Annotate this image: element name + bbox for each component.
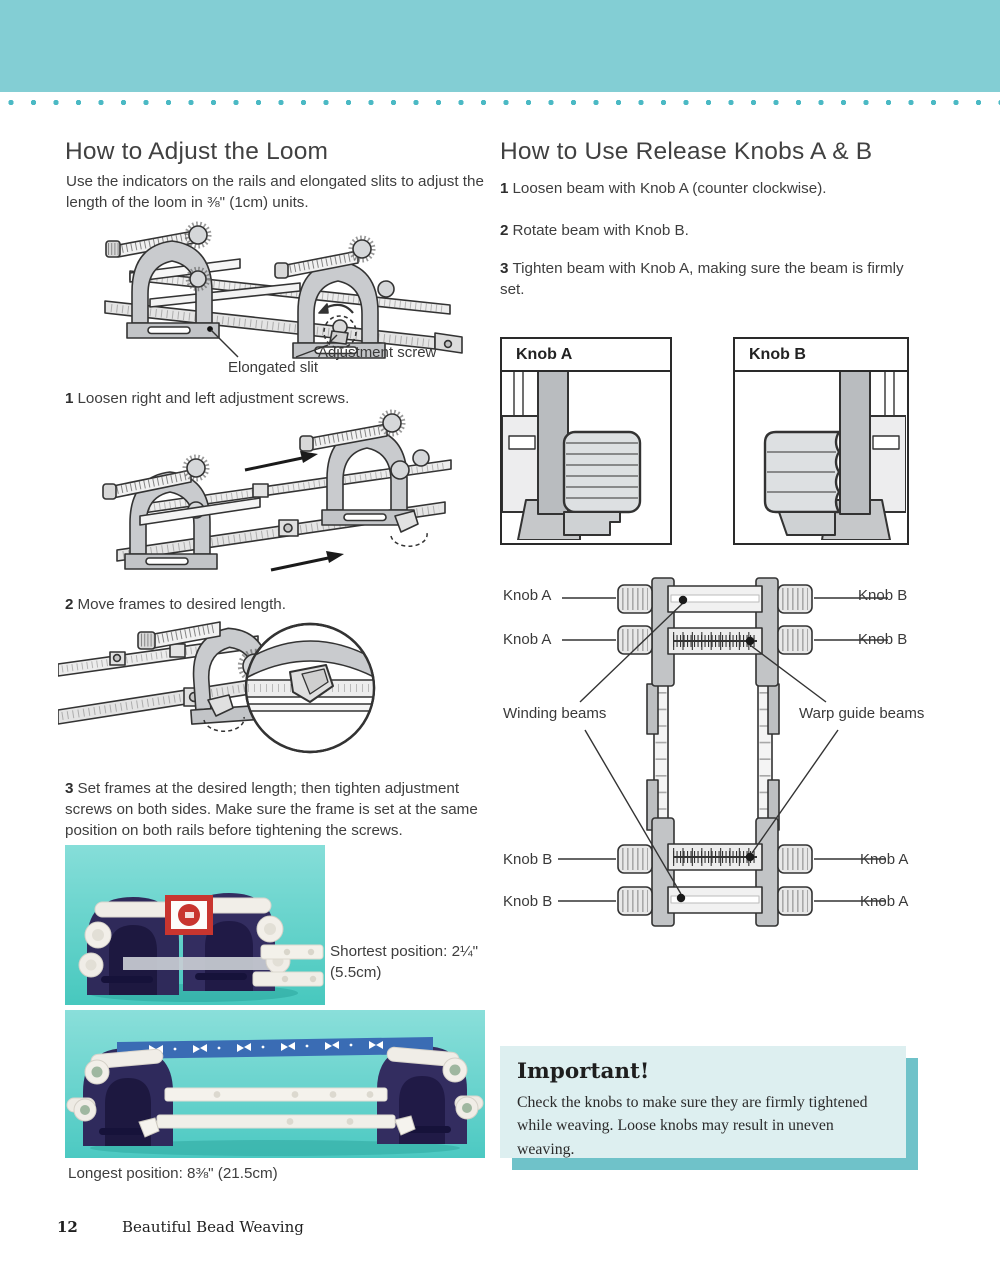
step-number: 3: [500, 260, 509, 277]
step-text: Loosen right and left adjustment screws.: [77, 390, 350, 407]
label-knob-a-bottom-2: Knob A: [860, 893, 909, 910]
important-box: [500, 1046, 906, 1158]
dotted-divider: [0, 97, 1000, 108]
photo1-caption: Shortest position: 2¼" (5.5cm): [330, 943, 479, 981]
label-adjustment-screw: Adjustment screw: [318, 344, 437, 361]
label-knob-a-top-1: Knob A: [503, 587, 552, 604]
left-step-1: [65, 389, 489, 410]
photo2-caption: Longest position: 8⅜" (21.5cm): [68, 1165, 278, 1182]
step-number: 2: [65, 596, 74, 613]
label-winding-beams: Winding beams: [503, 705, 607, 722]
label-warp-guide-beams: Warp guide beams: [799, 705, 925, 722]
knob-a-box-title: Knob A: [502, 339, 670, 372]
photo-longest-art: [65, 1010, 485, 1158]
knob-b-box-title: Knob B: [735, 339, 907, 372]
step-text: Set frames at the desired length; then tighten adjustment screws on both sides. Make sure the frame is set at the same position on both rails before tightening the screws.: [65, 780, 478, 839]
top-teal-band: [0, 0, 1000, 92]
knob-a-closeup-art: [502, 372, 669, 540]
photo-shortest-position: [65, 845, 325, 1005]
label-knob-b-bottom-2: Knob B: [503, 893, 553, 910]
step-text: Rotate beam with Knob B.: [512, 222, 689, 239]
loom-move-frames-art: [95, 408, 475, 593]
knob-b-closeup-art: [735, 372, 906, 540]
step-number: 1: [500, 180, 509, 197]
book-title: Beautiful Bead Weaving: [122, 1218, 304, 1236]
loom-front-view-art: [500, 572, 945, 932]
loom-move-frames-diagram: [95, 408, 475, 593]
step-number: 2: [500, 222, 509, 239]
right-step-3: [500, 259, 932, 301]
step-text: Loosen beam with Knob A (counter clockwise).: [512, 180, 827, 197]
knob-a-box: [500, 337, 672, 545]
right-step-2: [500, 221, 932, 242]
page-number: 12: [57, 1218, 78, 1236]
step-text: Tighten beam with Knob A, making sure the beam is firmly set.: [500, 260, 904, 298]
left-intro-text: Use the indicators on the rails and elongated slits to adjust the length of the loom in ⅜" (1cm) units.: [66, 173, 484, 211]
step-text: Move frames to desired length.: [77, 596, 286, 613]
label-elongated-slit: Elongated slit: [228, 359, 319, 376]
important-title: Important!: [517, 1059, 650, 1084]
photo-shortest-art: [65, 845, 325, 1005]
right-step-1: [500, 179, 932, 200]
label-knob-b-top-2: Knob B: [858, 631, 908, 648]
left-step-3: [65, 779, 493, 842]
screw-closeup-diagram: [58, 614, 403, 772]
knob-b-box: [733, 337, 909, 545]
label-knob-a-top-2: Knob A: [503, 631, 552, 648]
left-step-2: [65, 595, 489, 616]
photo-longest-position: [65, 1010, 485, 1158]
left-section-title: How to Adjust the Loom: [65, 138, 329, 165]
loom-front-view-diagram: [500, 572, 945, 932]
label-knob-b-bottom-1: Knob B: [503, 851, 553, 868]
label-knob-a-bottom-1: Knob A: [860, 851, 909, 868]
step-number: 1: [65, 390, 74, 407]
right-section-title: How to Use Release Knobs A & B: [500, 138, 873, 165]
label-knob-b-top-1: Knob B: [858, 587, 908, 604]
important-body: Check the knobs to make sure they are firmly tightened while weaving. Loose knobs may result in uneven weaving.: [517, 1094, 868, 1158]
screw-closeup-art: [58, 614, 403, 772]
step-number: 3: [65, 780, 74, 797]
